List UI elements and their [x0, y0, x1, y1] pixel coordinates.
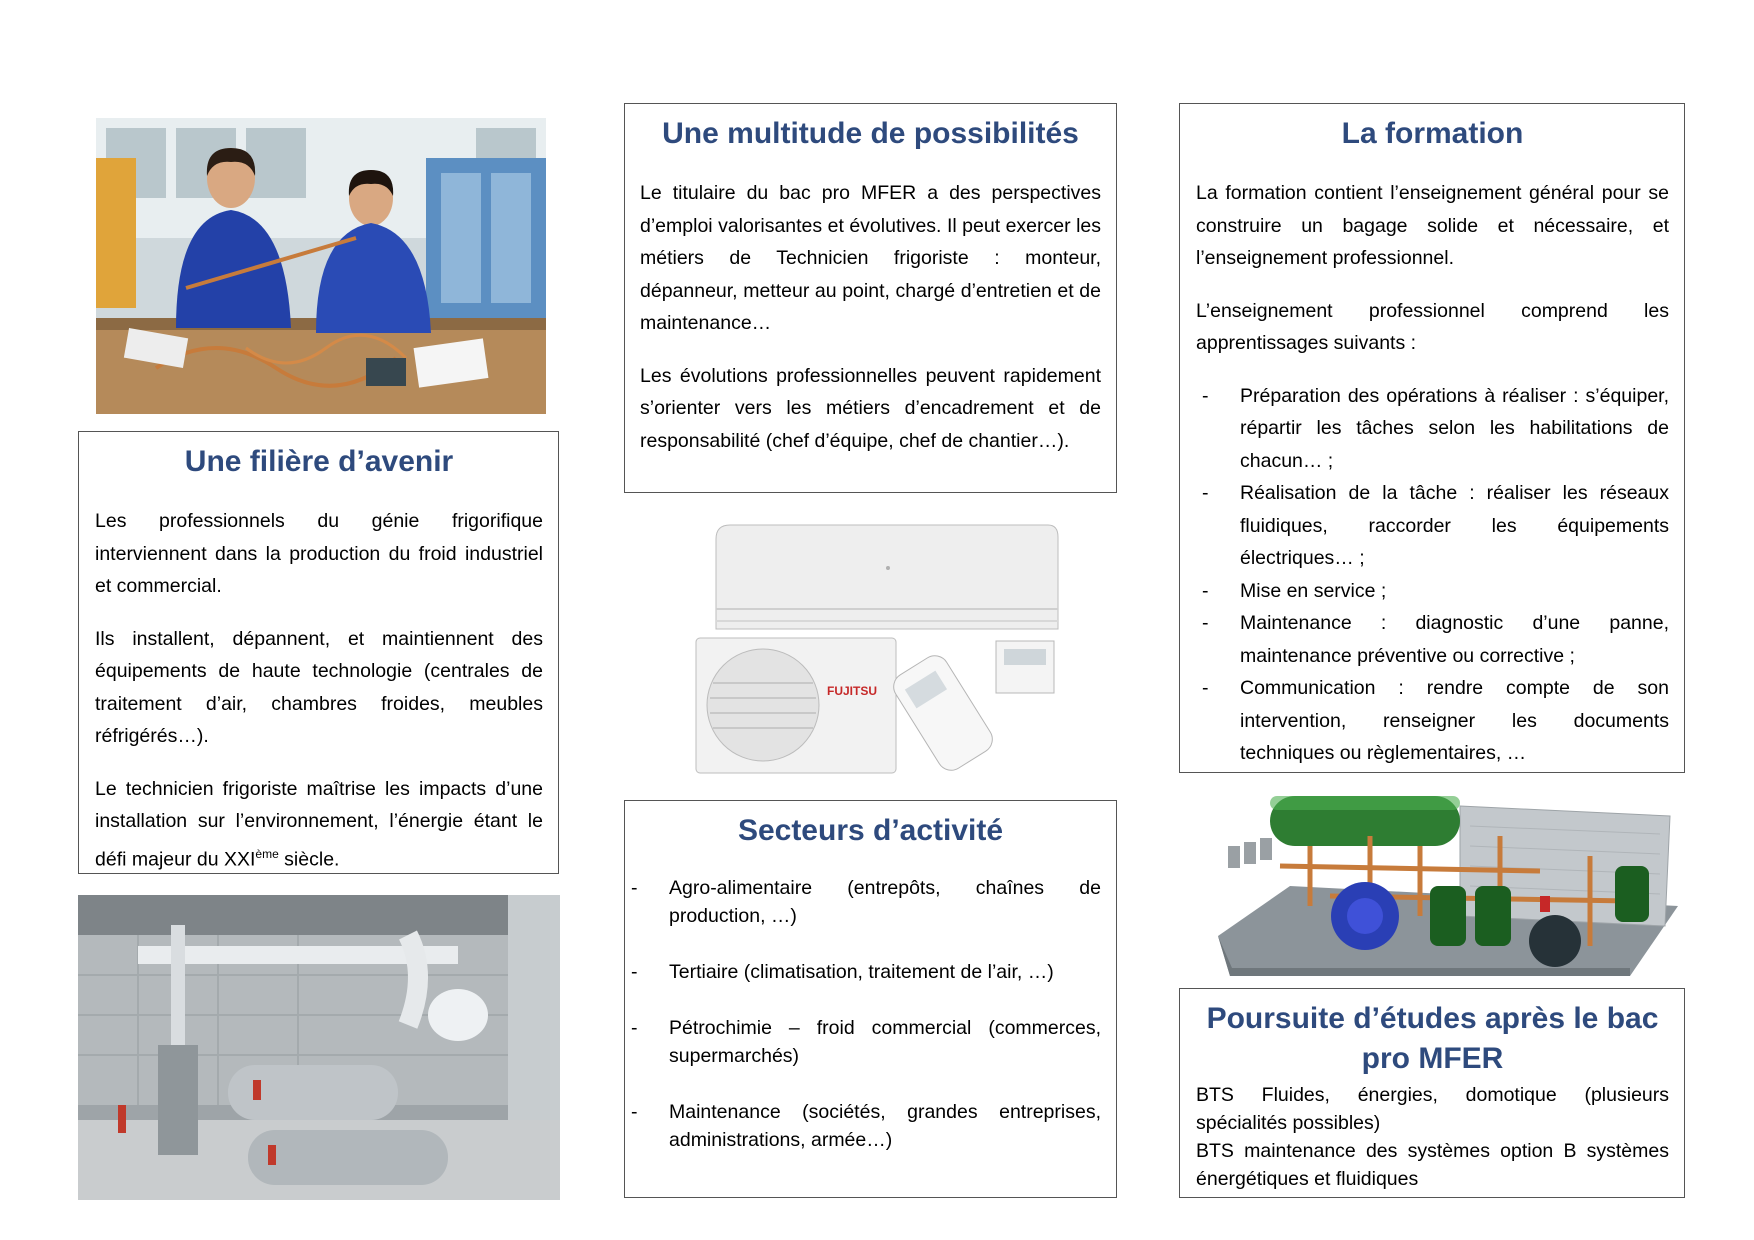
secteurs-list [625, 874, 1101, 1154]
poursuite-item: BTS Fluides, énergies, domotique (plusieurs spécialités possibles) [1196, 1084, 1669, 1134]
secteurs-item: - Tertiaire (climatisation, traitement de l’air, …) [625, 958, 1101, 986]
poursuite-title: Poursuite d’études après le bac pro MFER [1206, 1002, 1659, 1075]
poursuite-box [1179, 988, 1685, 1198]
filiere-paragraph-2: Ils installent, dépannent, et maintiennent des équipements de haute technologie (centrales de traitement d’air, chambres froides, meubles réfrigérés…). [95, 627, 543, 747]
formation-box [1179, 103, 1685, 773]
formation-paragraph-2: L’enseignement professionnel comprend les apprentissages suivants : [1196, 299, 1669, 354]
possibilites-box [624, 103, 1117, 493]
filiere-box [78, 431, 559, 874]
formation-title: La formation [1341, 117, 1524, 150]
filiere-paragraph-1: Les professionnels du génie frigorifique interviennent dans la production du froid industriel et commercial. [95, 510, 543, 597]
secteurs-item: - Pétrochimie – froid commercial (commerces, supermarchés) [625, 1014, 1101, 1070]
refrigeration-unit-image [1210, 776, 1678, 982]
filiere-title: Une filière d’avenir [184, 445, 454, 478]
filiere-p3-end: siècle. [278, 848, 340, 870]
formation-item: - Communication : rendre compte de son intervention, renseigner les documents techniques ou règlementaires, … [1196, 672, 1669, 770]
students-workshop-photo [96, 118, 546, 414]
secteurs-item: - Maintenance (sociétés, grandes entreprises, administrations, armée…) [625, 1098, 1101, 1154]
filiere-p3-superscript: ème [255, 846, 279, 861]
secteurs-box [624, 800, 1117, 1198]
filiere-paragraph-3 [95, 773, 543, 875]
formation-paragraph-1: La formation contient l’enseignement général pour se construire un bagage solide et nécessaire, et l’enseignement professionnel. [1196, 182, 1669, 269]
possibilites-title: Une multitude de possibilités [662, 117, 1079, 150]
formation-list [1196, 380, 1669, 770]
filiere-p3-text: Le technicien frigoriste maîtrise les impacts d’une installation sur l’environnement, l’énergie étant le défi majeur du XXI [95, 777, 543, 870]
formation-item: - Préparation des opérations à réaliser : s’équiper, répartir les tâches selon les habilitations de chacun… ; [1196, 380, 1669, 478]
poursuite-item: BTS maintenance des systèmes option B systèmes énergétiques et fluidiques [1196, 1140, 1669, 1190]
possibilites-paragraph-2: Les évolutions professionnelles peuvent rapidement s’orienter vers les métiers d’encadrement et de responsabilité (chef d’équipe, chef de chantier…). [640, 364, 1101, 452]
air-conditioner-image [688, 513, 1068, 783]
ac-brand-logo: FUJITSU [827, 684, 878, 698]
formation-item: - Mise en service ; [1196, 575, 1669, 608]
industrial-plant-photo [78, 895, 560, 1200]
possibilites-paragraph-1: Le titulaire du bac pro MFER a des perspectives d’emploi valorisantes et évolutives. Il peut exercer les métiers de Technicien frigoriste : monteur, dépanneur, metteur au point, chargé d’entretien et de maintenance… [640, 182, 1101, 334]
secteurs-item: - Agro-alimentaire (entrepôts, chaînes de production, …) [625, 874, 1101, 930]
secteurs-title: Secteurs d’activité [737, 814, 1004, 847]
formation-item: - Réalisation de la tâche : réaliser les réseaux fluidiques, raccorder les équipements électriques… ; [1196, 477, 1669, 575]
formation-item: - Maintenance : diagnostic d’une panne, maintenance préventive ou corrective ; [1196, 607, 1669, 672]
